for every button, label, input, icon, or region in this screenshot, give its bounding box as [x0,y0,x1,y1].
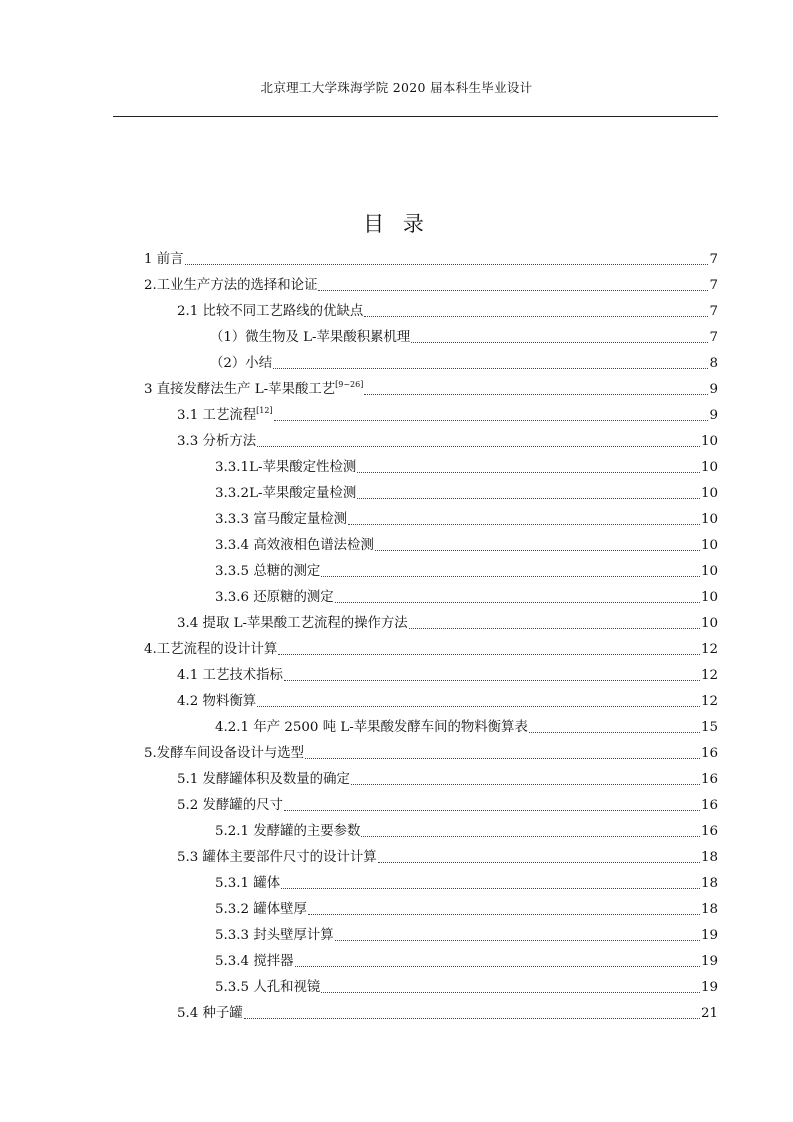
dot-leader [284,810,700,811]
toc-entry-page: 7 [709,304,718,319]
toc-entry-label: 3.3 分析方法 [177,434,257,449]
toc-entry-label: 5.3.4 搅拌器 [215,954,294,969]
toc-entry-label: 3.3.3 富马酸定量检测 [215,512,348,527]
toc-entry[interactable] [144,867,718,893]
toc-entry[interactable] [144,685,718,711]
toc-entry[interactable] [144,451,718,477]
toc-entry-label: 5.3.3 封头壁厚计算 [215,928,334,943]
dot-leader [305,758,700,759]
toc-entry-label: 5.3.1 罐体 [215,876,281,891]
dot-leader [185,264,709,265]
toc-entry-label: 4.2 物料衡算 [177,694,257,709]
dot-leader [351,784,700,785]
toc-entry[interactable] [144,477,718,503]
dot-leader [364,394,708,395]
dot-leader [284,680,700,681]
table-of-contents [144,243,718,1023]
toc-entry-page: 21 [700,1006,718,1021]
toc-entry-page: 10 [700,512,718,527]
dot-leader [529,732,700,733]
toc-entry-page: 7 [709,330,718,345]
toc-entry[interactable] [144,815,718,841]
dot-leader [321,992,700,993]
toc-entry[interactable] [144,737,718,763]
header-rule [113,116,718,117]
toc-entry[interactable] [144,373,718,399]
toc-entry-page: 10 [700,486,718,501]
toc-entry-label: 3.3.6 还原糖的测定 [215,590,334,605]
dot-leader [274,420,709,421]
dot-leader [361,836,700,837]
dot-leader [375,550,700,551]
dot-leader [257,446,700,447]
toc-entry[interactable] [144,425,718,451]
toc-entry-page: 7 [709,252,718,267]
dot-leader [348,524,700,525]
toc-entry[interactable] [144,555,718,581]
dot-leader [308,914,700,915]
toc-entry[interactable] [144,399,718,425]
toc-entry-label: 3.3.1L-苹果酸定性检测 [215,460,357,475]
dot-leader [364,316,708,317]
toc-entry[interactable] [144,633,718,659]
toc-entry-text: 3 直接发酵法生产 L-苹果酸工艺 [144,382,336,397]
citation-superscript: [9~26] [335,380,364,389]
toc-entry-page: 10 [700,616,718,631]
toc-entry-page: 12 [700,694,718,709]
toc-entry-label: 5.1 发酵罐体积及数量的确定 [177,772,350,787]
running-header: 北京理工大学珠海学院 2020 届本科生毕业设计 [260,80,533,95]
toc-entry-label: 5.4 种子罐 [177,1006,243,1021]
toc-entry[interactable] [144,893,718,919]
toc-entry-page: 10 [700,434,718,449]
toc-entry[interactable] [144,841,718,867]
toc-entry-page: 12 [700,642,718,657]
toc-entry[interactable] [144,503,718,529]
dot-leader [411,342,708,343]
toc-entry-label: 2.1 比较不同工艺路线的优缺点 [177,304,364,319]
toc-entry[interactable] [144,997,718,1023]
toc-entry-label: （1）微生物及 L-苹果酸积累机理 [210,330,411,345]
dot-leader [295,966,700,967]
toc-entry[interactable] [144,581,718,607]
toc-entry[interactable] [144,347,718,373]
toc-entry-label: 5.发酵车间设备设计与选型 [144,746,305,761]
dot-leader [257,706,700,707]
toc-entry-page: 7 [709,278,718,293]
dot-leader [318,290,708,291]
toc-entry-label: 3.4 提取 L-苹果酸工艺流程的操作方法 [177,616,408,631]
toc-entry[interactable] [144,269,718,295]
toc-entry-label: （2）小结 [210,356,273,371]
dot-leader [335,602,700,603]
toc-entry-page: 12 [700,668,718,683]
dot-leader [335,940,700,941]
toc-entry-label: 5.3.5 人孔和视镜 [215,980,321,995]
dot-leader [357,472,700,473]
toc-entry-label [177,407,273,425]
toc-entry-page: 16 [700,772,718,787]
toc-entry-page: 19 [700,954,718,969]
toc-entry-page: 9 [709,382,718,397]
toc-entry[interactable] [144,529,718,555]
toc-entry-label: 4.工艺流程的设计计算 [144,642,278,657]
toc-entry[interactable] [144,243,718,269]
toc-entry-label: 5.2 发酵罐的尺寸 [177,798,283,813]
toc-entry-page: 10 [700,590,718,605]
toc-entry-text: 3.1 工艺流程 [177,408,257,423]
toc-entry-page: 15 [700,720,718,735]
dot-leader [273,368,708,369]
dot-leader [244,1018,700,1019]
toc-entry-label: 1 前言 [144,252,184,267]
toc-entry-page: 9 [709,408,718,423]
toc-entry-page: 16 [700,798,718,813]
toc-entry[interactable] [144,607,718,633]
dot-leader [357,498,700,499]
toc-entry-label: 5.3.2 罐体壁厚 [215,902,307,917]
toc-title: 目 录 [363,212,430,236]
toc-entry-page: 18 [700,850,718,865]
dot-leader [378,862,700,863]
toc-entry-page: 18 [700,902,718,917]
toc-entry-label: 3.3.4 高效液相色谱法检测 [215,538,374,553]
toc-entry-page: 10 [700,564,718,579]
toc-entry-page: 19 [700,980,718,995]
toc-entry[interactable] [144,789,718,815]
toc-entry[interactable] [144,295,718,321]
toc-entry[interactable] [144,919,718,945]
toc-entry-label: 5.2.1 发酵罐的主要参数 [215,824,361,839]
toc-entry[interactable] [144,659,718,685]
toc-entry-label: 4.2.1 年产 2500 吨 L-苹果酸发酵车间的物料衡算表 [215,720,528,735]
toc-entry[interactable] [144,971,718,997]
toc-entry-page: 16 [700,824,718,839]
dot-leader [409,628,700,629]
toc-entry[interactable] [144,945,718,971]
toc-entry-label: 3.3.2L-苹果酸定量检测 [215,486,357,501]
toc-entry-page: 10 [700,460,718,475]
dot-leader [281,888,700,889]
citation-superscript: [12] [256,406,273,415]
toc-entry[interactable] [144,321,718,347]
toc-entry-label: 5.3 罐体主要部件尺寸的设计计算 [177,850,377,865]
toc-entry-label: 2.工业生产方法的选择和论证 [144,278,318,293]
toc-entry-page: 16 [700,746,718,761]
toc-entry-page: 18 [700,876,718,891]
toc-entry-label [144,381,363,399]
toc-entry-page: 19 [700,928,718,943]
toc-entry[interactable] [144,763,718,789]
toc-entry-label: 3.3.5 总糖的测定 [215,564,321,579]
dot-leader [321,576,700,577]
toc-entry-page: 8 [709,356,718,371]
dot-leader [278,654,700,655]
toc-entry[interactable] [144,711,718,737]
toc-entry-page: 10 [700,538,718,553]
toc-entry-label: 4.1 工艺技术指标 [177,668,283,683]
